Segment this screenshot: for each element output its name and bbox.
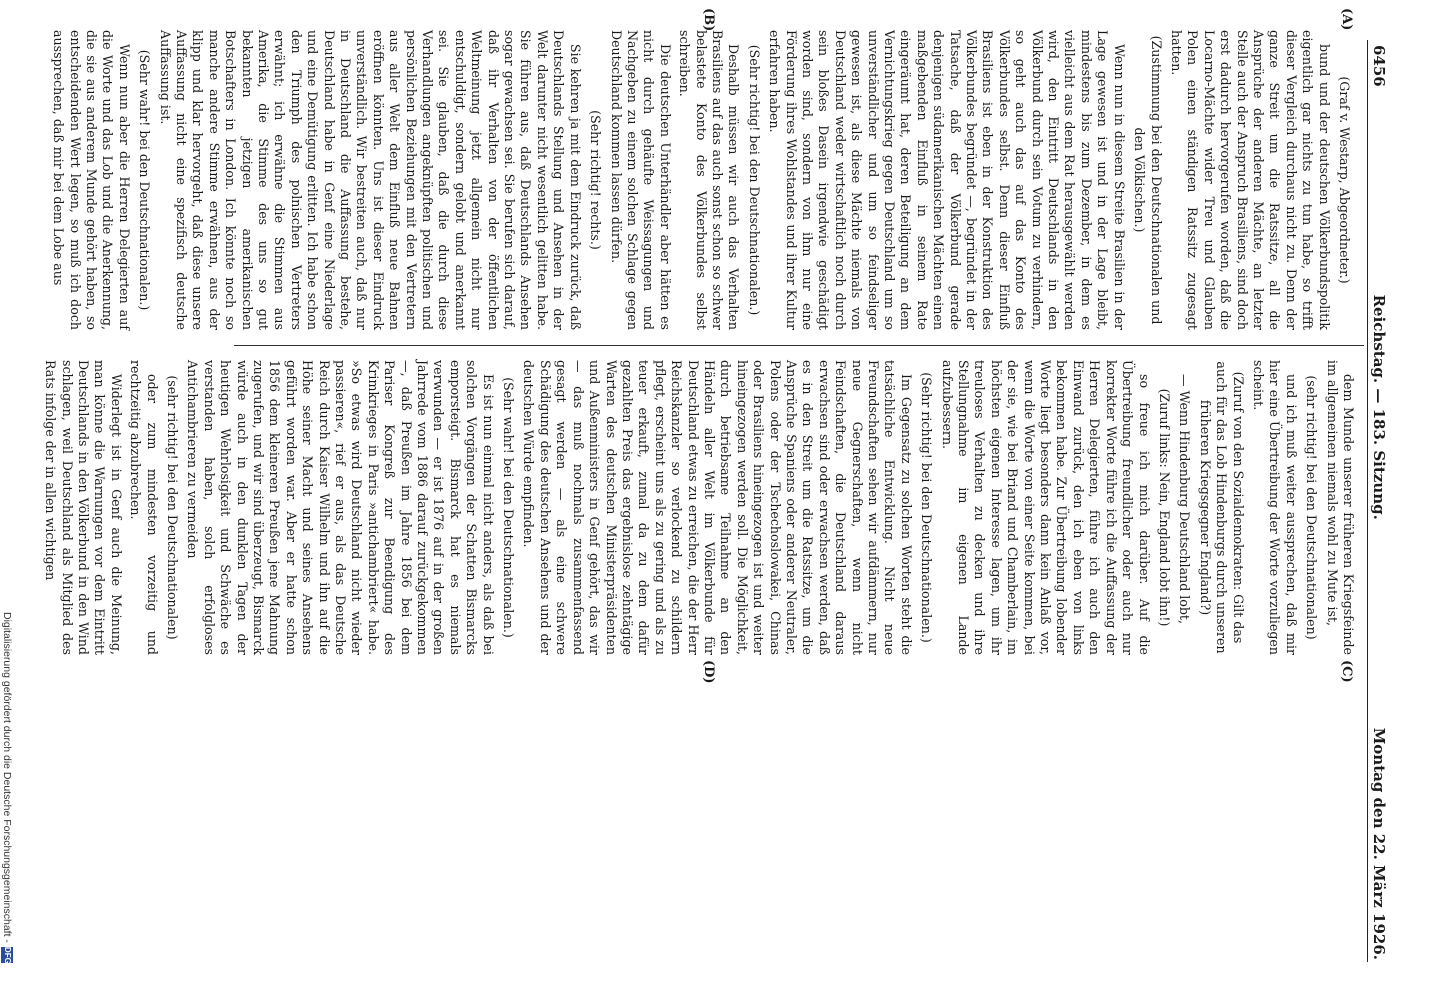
interjection: (Sehr richtig! rechts.) [588, 110, 604, 250]
paragraph: dem Munde unserer früheren Kriegsfeinde im allgemeinen niemals wohl zu Mute ist, [1324, 360, 1356, 655]
right-column [43, 360, 1356, 655]
header-date: Montag den 22. März 1926. [1370, 727, 1388, 960]
paragraph: und ich muß weiter aussprechen, daß mir hier eine Übertreibung der Worte vorzuliegen scheint. [1250, 360, 1299, 655]
header-rule [1367, 40, 1368, 962]
margin-mark-a: (A) [1339, 8, 1354, 31]
paragraph: Die deutschen Unterhändler aber hätten es nicht durch gehäufte Weissagungen und Nachgeben zu einem solchen Schlage gegen Deutschland kommen lassen dürfen. [608, 30, 673, 330]
paragraph: Widerlegt ist in Genf auch die Meinung, man könne die Warnungen vor dem Eintritt Deutschlands in den Völkerbund in den Wind schlagen, weil Deutschland als Mitglied des Rats infolge der in allen wichtigen [43, 360, 124, 655]
interjection: (Sehr richtig! bei den Deutschnationalen.) [919, 372, 935, 643]
interjection: (Zuruf links: Nein, England lobt ihn!) [1156, 388, 1172, 627]
margin-mark-b: (B) [701, 8, 716, 32]
interjection: (Sehr richtig! bei den Deutschnationalen.) [746, 44, 762, 316]
paragraph: oder zum mindesten vorzeitig und rechtzeitig abzubrechen. [128, 360, 160, 655]
side-note-text: Digitalisierung gefördert durch die Deutsche Forschungsgemeinschaft - [1, 612, 13, 943]
running-header [1370, 45, 1394, 960]
paragraph: Im Gegensatz zu solchen Worten steht die tatsächliche Entwicklung. Nicht neue Freundschaften sehen wir aufdämmern, nur neue Gegnerschaften, wenn nicht Feindschaften, die Deutschland daraus erwachsen sind oder erwachsen werden, daß es in den Streit um die Ratssitze, um die Ansprüche Spaniens oder anderer Neutraler, Polens oder der Tschechoslowakei, Chinas oder Brasiliens hineingezogen ist und weiter hineingezogen werden soll. Die Möglichkeit, durch betriebsame Teilnahme an den Händeln aller Welt im Völkerbunde für Deutschland etwas zu erreichen, die der Herr Reichskanzler so verlockend zu schildern pflegt, erscheint uns als zu gering und als zu teuer erkauft, zumal da zu dem dafür gezahlten Preis das ergebnislose zehntägige Warten des deutschen Ministerpräsidenten und Außenministers in Genf gehört, das wir — das muß nochmals zusammenfassend gesagt werden — als eine schwere Schädigung des deutschen Ansehens und der deutschen Würde empfinden. [521, 360, 914, 655]
column-divider [234, 345, 1364, 346]
interjection: (Sehr wahr! bei den Deutschnationalen.) [137, 49, 153, 311]
interjection: (sehr richtig! bei den Deutschnationalen) [164, 375, 180, 640]
paragraph: — Wenn Hindenburg Deutschland lobt, [1177, 374, 1193, 624]
paragraph: so freue ich mich darüber. Auf die Übertreibung freundlicher oder auch nur korrekter Worte führe ich die Auffassung der Herren Delegierten, führe ich auch den Einwand zurück, den ich eben von links bekommen habe. Zur Übertreibung lobender Worte liegt besonders dann kein Anlaß vor, wenn die Worte von einer Seite kommen, bei der sie, wie bei Briand und Chamberlain, im höchsten eigenen Interesse lagen, um ihr treuloses Verhalten zu decken und ihre Stellungnahme im eigenen Lande aufzubessern. [939, 360, 1152, 655]
paragraph: Wenn nun aber die Herren Delegierten auf die Worte und das Lob und die Anerkennung, die sie aus anderem Munde gehört haben, so entscheidenden Wert legen, so muß ich doch aussprechen, daß mir bei dem Lobe aus [51, 30, 132, 330]
paragraph: bund und der deutschen Völkerbundspolitik eigentlich gar nichts zu tun habe, so trifft dieser Vergleich durchaus nicht zu. Denn der ganze Streit um die Ratssitze, all die Ansprüche der anderen Mächte, an letzter Stelle auch der Anspruch Brasiliens, sind doch erst dadurch hervorgerufen worden, daß die Locarno-Mächte wider Treu und Glauben Polen einen ständigen Ratssitz zugesagt hatten. [1168, 30, 1332, 330]
page-number: 6456 [1370, 45, 1388, 87]
paragraph: Es ist nun einmal nicht anders, als daß bei solchen Vorgängen der Schatten Bismarcks emporsteigt. Bismarck hat es niemals verwunden — er ist 1876 auf in der großen Jahrrede vom 1886 darauf zurückgekommen —, daß Preußen im Jahre 1856 bei dem Pariser Kongreß zur Beendigung des Krimkrieges in Paris »antichambriert« habe. »So etwas wird Deutschland nicht wieder passieren«, rief er aus, als das Deutsche Reich durch Kaiser Wilhelm und ihn auf die Höhe seiner Macht und seines Ansehens geführt worden war. Aber er hatte schon 1856 dem kleineren Preußen jene Mahnung zugerufen, und wir sind überzeugt, Bismarck würde auch in den dunklen Tagen der heutigen Wehrlosigkeit und Schwäche es verstanden haben, solch erfolgloses Antichambrieren zu vermeiden [185, 360, 496, 655]
side-note [0, 612, 18, 1000]
dfg-logo: DFG [3, 946, 12, 964]
speaker-line: (Graf v. Westarp, Abgeordneter.) [1337, 76, 1352, 284]
paragraph: Sie kehren ja mit dem Eindruck zurück, daß Deutschlands Stellung und Ansehen in der Welt darunter nicht wesentlich gelitten habe. Sie führen aus, daß Deutschlands Ansehen sogar gewachsen sei. Sie berufen sich darauf, daß ihr Verhalten von der öffentlichen Weltmeinung jetzt allgemein nicht nur entschuldigt, sondern gelobt und anerkannt sei. Sie glauben, daß die durch diese Verhandlungen angeknüpften politischen und persönlichen Beziehungen mit den Vertretern aus aller Welt dem Einfluß neue Bahnen eröffnen könnten. Uns ist dieser Eindruck unverständlich. Wir bestreiten auch, daß nur in Deutschland die Auffassung bestehe, Deutschland habe in Genf eine Niederlage und eine Demütigung erlitten. Ich habe schon den Triumph des polnischen Vertreters erwähnt; ich erwähne die Stimmen aus Amerika, die Stimme des uns so gut bekannten jetzigen amerikanischen Botschafters in London. Ich könnte noch so manche andere Stimme erwähnen, aus der klipp und klar hervorgeht, daß diese unsere Auffassung nicht eine spezifisch deutsche Auffassung ist. [157, 30, 583, 330]
interjection: (Zustimmung bei den Deutschnationalen und den Völkischen.) [1132, 35, 1164, 325]
paragraph: Wenn nun in diesem Streite Brasilien in der Lage gewesen ist und in der Lage bleibt, mindestens bis zum Dezember, in dem es vielleicht aus dem Rat herausgewählt werden wird, den Eintritt Deutschlands in den Völkerbund durch sein Votum zu verhindern, so geht auch das auf das Konto des Völkerbundes selbst. Denn dieser Einfluß Brasiliens ist eben in der Konstruktion des Völkerbundes begründet —, begründet in der Tatsache, daß der Völkerbund gerade denjenigen südamerikanischen Mächten einen maßgebenden Einfluß in seinem Rate eingeräumt hat, deren Beteiligung an dem Vernichtungskrieg gegen Deutschland um so unverständlicher und um so feindseliger gewesen ist, als diese Mächte niemals von Deutschland weder wirtschaftlich noch durch sein bloßes Dasein irgendwie geschädigt worden sind, sondern von ihm nur eine Förderung ihres Wohlstandes und ihrer Kultur erfahren haben. [767, 30, 1127, 330]
margin-mark-c: (C) [1339, 660, 1354, 683]
interjection: (Sehr wahr! bei den Deutschnationalen.) [501, 377, 517, 638]
paragraph: Deshalb müssen wir auch das Verhalten Brasiliens auf das auch sonst schon so schwer belastete Konto des Völkerbundes selbst schreiben. [677, 30, 742, 330]
interjection: (sehr richtig! bei den Deutschnationalen) [1304, 375, 1320, 640]
left-column [51, 30, 1356, 330]
interjection: (Zuruf von den Sozialdemokraten: Gilt das auch für das Lob Hindenburgs durch unseren früheren Kriegsgegner England?) [1197, 361, 1246, 654]
margin-mark-d: (D) [701, 660, 716, 684]
header-title: Reichstag. — 183. Sitzung. [1370, 294, 1388, 520]
